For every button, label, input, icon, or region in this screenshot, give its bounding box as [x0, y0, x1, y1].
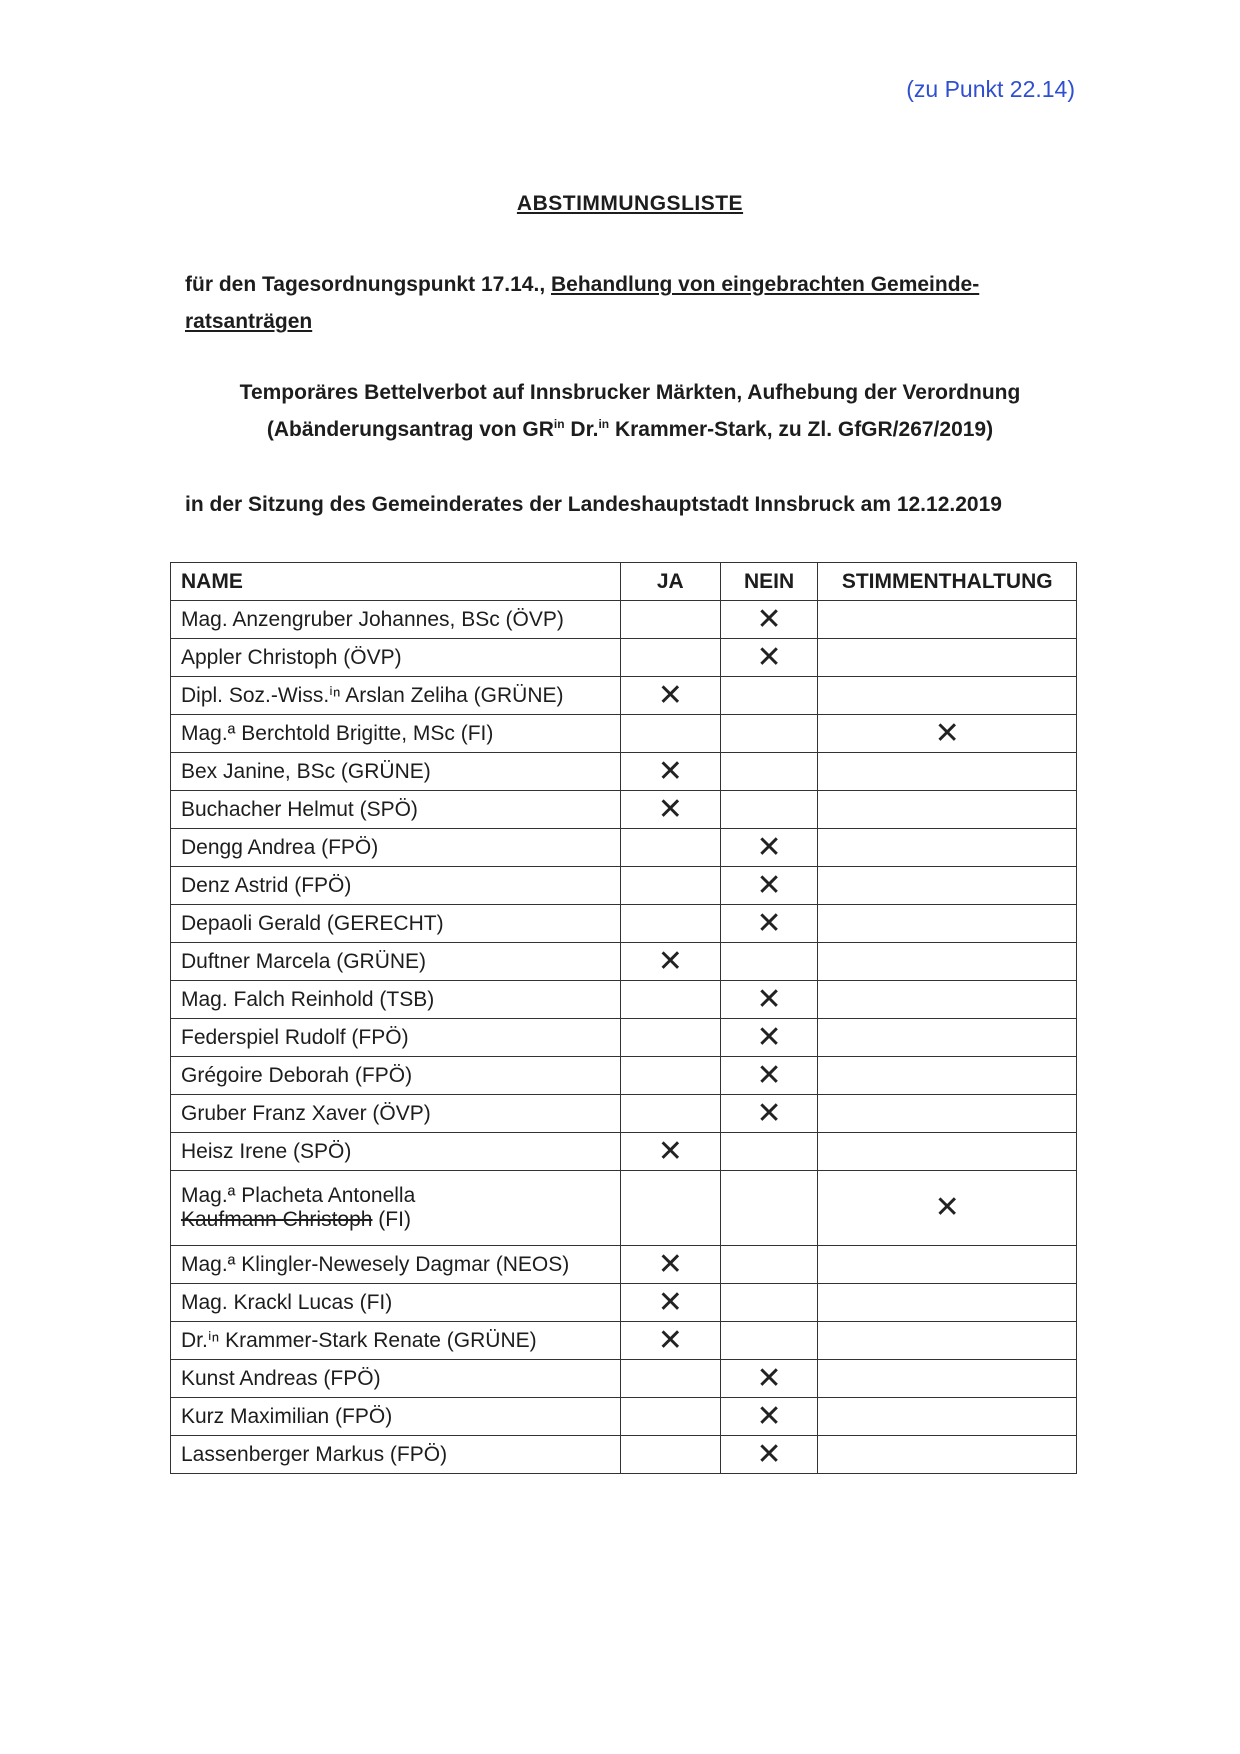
struck-member-name: Kaufmann Christoph: [181, 1208, 373, 1231]
agenda-prefix: für den Tagesordnungspunkt 17.14.,: [185, 273, 551, 296]
agenda-item: [185, 266, 1065, 340]
member-name: Bex Janine, BSc (GRÜNE): [181, 759, 431, 783]
table-row: [171, 905, 1077, 943]
vote-cell-nein: [720, 867, 818, 905]
member-name: Appler Christoph (ÖVP): [181, 645, 402, 669]
vote-mark-icon: ✕: [756, 830, 782, 864]
table-row: [171, 1246, 1077, 1284]
header-stimmenthaltung: STIMMENTHALTUNG: [818, 563, 1077, 601]
vote-cell-stimmenthaltung: [818, 1095, 1077, 1133]
vote-mark-icon: ✕: [657, 1323, 683, 1357]
vote-mark-icon: ✕: [756, 1020, 782, 1054]
table-row: [171, 1057, 1077, 1095]
table-row: [171, 1019, 1077, 1057]
vote-cell-stimmenthaltung: [818, 1322, 1077, 1360]
motion-sup1: in: [553, 417, 565, 431]
vote-cell-stimmenthaltung: [818, 981, 1077, 1019]
vote-cell-nein: [720, 943, 818, 981]
table-row: [171, 1360, 1077, 1398]
vote-cell-stimmenthaltung: [818, 943, 1077, 981]
vote-mark-icon: ✕: [756, 1361, 782, 1395]
member-name-cell: [171, 1360, 621, 1398]
vote-cell-nein: [720, 753, 818, 791]
vote-cell-nein: [720, 791, 818, 829]
vote-cell-nein: [720, 1246, 818, 1284]
member-name-cell: [171, 601, 621, 639]
vote-mark-icon: ✕: [657, 1247, 683, 1281]
member-name-cell: [171, 715, 621, 753]
vote-cell-nein: [720, 715, 818, 753]
vote-cell-stimmenthaltung: [818, 715, 1077, 753]
vote-cell-ja: [620, 753, 720, 791]
motion-sup2: in: [598, 417, 610, 431]
header-name: NAME: [171, 563, 621, 601]
motion-line1: Temporäres Bettelverbot auf Innsbrucker Märkten, Aufhebung der Verordnung: [239, 381, 1021, 404]
table-row: [171, 829, 1077, 867]
vote-cell-ja: [620, 1360, 720, 1398]
vote-cell-stimmenthaltung: [818, 1398, 1077, 1436]
vote-mark-icon: ✕: [756, 640, 782, 674]
vote-cell-nein: [720, 1398, 818, 1436]
vote-mark-icon: ✕: [756, 602, 782, 636]
member-name-cell: [171, 1284, 621, 1322]
vote-cell-stimmenthaltung: [818, 753, 1077, 791]
table-row: [171, 943, 1077, 981]
table-row: [171, 867, 1077, 905]
vote-cell-ja: [620, 677, 720, 715]
member-name-cell: [171, 905, 621, 943]
vote-cell-stimmenthaltung: [818, 1246, 1077, 1284]
member-name-cell: [171, 829, 621, 867]
vote-cell-ja: [620, 1246, 720, 1284]
member-name: Mag.ª Klingler-Newesely Dagmar (NEOS): [181, 1252, 570, 1276]
vote-cell-ja: [620, 715, 720, 753]
vote-cell-nein: [720, 677, 818, 715]
table-row: [171, 981, 1077, 1019]
vote-mark-icon: ✕: [756, 1096, 782, 1130]
table-row: [171, 677, 1077, 715]
vote-mark-icon: ✕: [657, 1285, 683, 1319]
vote-cell-ja: [620, 1057, 720, 1095]
table-row: [171, 1322, 1077, 1360]
member-name: Dipl. Soz.-Wiss.ⁱⁿ Arslan Zeliha (GRÜNE): [181, 684, 564, 707]
vote-cell-nein: [720, 1322, 818, 1360]
vote-cell-ja: [620, 1398, 720, 1436]
member-name: Gruber Franz Xaver (ÖVP): [181, 1101, 431, 1125]
member-name-cell: [171, 1171, 621, 1246]
member-name-cell: [171, 791, 621, 829]
table-row: [171, 1436, 1077, 1474]
member-name: Depaoli Gerald (GERECHT): [181, 911, 444, 935]
motion-title: [150, 374, 1110, 448]
vote-cell-nein: [720, 905, 818, 943]
member-name: Mag. Anzengruber Johannes, BSc (ÖVP): [181, 607, 564, 631]
member-name: Dengg Andrea (FPÖ): [181, 835, 379, 859]
vote-cell-nein: [720, 601, 818, 639]
vote-cell-nein: [720, 1095, 818, 1133]
vote-cell-ja: [620, 1095, 720, 1133]
vote-cell-ja: [620, 981, 720, 1019]
vote-mark-icon: ✕: [934, 1191, 960, 1224]
vote-cell-ja: [620, 1171, 720, 1246]
member-name: Duftner Marcela (GRÜNE): [181, 949, 427, 973]
vote-cell-nein: [720, 1019, 818, 1057]
member-name-cell: [171, 1436, 621, 1474]
member-party: (FI): [372, 1208, 411, 1231]
agenda-reference: (zu Punkt 22.14): [906, 76, 1075, 102]
vote-mark-icon: ✕: [756, 1058, 782, 1092]
vote-mark-icon: ✕: [756, 1437, 782, 1471]
vote-cell-stimmenthaltung: [818, 639, 1077, 677]
vote-cell-stimmenthaltung: [818, 677, 1077, 715]
motion-line2-a: (Abänderungsantrag von GR: [266, 418, 554, 441]
vote-cell-nein: [720, 1436, 818, 1474]
vote-cell-nein: [720, 1057, 818, 1095]
table-row: [171, 1398, 1077, 1436]
session-line: in der Sitzung des Gemeinderates der Landeshauptstadt Innsbruck am 12.12.2019: [185, 493, 1002, 516]
vote-cell-stimmenthaltung: [818, 1360, 1077, 1398]
agenda-topic-line2: ratsanträgen: [185, 310, 313, 333]
table-row: [171, 791, 1077, 829]
vote-cell-ja: [620, 1133, 720, 1171]
vote-mark-icon: ✕: [756, 982, 782, 1016]
vote-cell-stimmenthaltung: [818, 791, 1077, 829]
table-row: [171, 1095, 1077, 1133]
motion-line2-c: Krammer-Stark, zu Zl. GfGR/267/2019): [609, 418, 994, 441]
member-name-cell: [171, 981, 621, 1019]
document-title: ABSTIMMUNGSLISTE: [516, 192, 744, 215]
table-row: [171, 601, 1077, 639]
member-name-cell: [171, 1322, 621, 1360]
member-name: Grégoire Deborah (FPÖ): [181, 1063, 413, 1087]
member-name: Buchacher Helmut (SPÖ): [181, 797, 418, 821]
vote-cell-nein: [720, 981, 818, 1019]
vote-cell-ja: [620, 1436, 720, 1474]
vote-mark-icon: ✕: [934, 716, 960, 750]
vote-rows: [171, 601, 1077, 1474]
vote-mark-icon: ✕: [657, 754, 683, 788]
vote-cell-ja: [620, 829, 720, 867]
vote-cell-ja: [620, 1284, 720, 1322]
member-name: Mag.ª Placheta Antonella: [181, 1184, 416, 1207]
table-row: [171, 1284, 1077, 1322]
agenda-topic-line1: Behandlung von eingebrachten Gemeinde-: [551, 273, 980, 296]
member-name-cell: [171, 753, 621, 791]
table-row: [171, 715, 1077, 753]
vote-cell-nein: [720, 1133, 818, 1171]
member-name: Federspiel Rudolf (FPÖ): [181, 1025, 409, 1049]
vote-cell-nein: [720, 1360, 818, 1398]
vote-cell-stimmenthaltung: [818, 1019, 1077, 1057]
vote-cell-ja: [620, 867, 720, 905]
vote-cell-stimmenthaltung: [818, 1436, 1077, 1474]
vote-mark-icon: ✕: [756, 1399, 782, 1433]
member-name-cell: [171, 1019, 621, 1057]
table-row: [171, 753, 1077, 791]
member-name-cell: [171, 1133, 621, 1171]
voting-table: [170, 562, 1077, 1474]
member-name-cell: [171, 639, 621, 677]
vote-cell-ja: [620, 1322, 720, 1360]
member-name-cell: [171, 867, 621, 905]
member-name-cell: [171, 1246, 621, 1284]
motion-line2-b: Dr.: [564, 418, 599, 441]
vote-cell-ja: [620, 943, 720, 981]
member-name: Dr.ⁱⁿ Krammer-Stark Renate (GRÜNE): [181, 1329, 537, 1352]
table-row: [171, 1133, 1077, 1171]
vote-cell-ja: [620, 1019, 720, 1057]
vote-cell-ja: [620, 905, 720, 943]
vote-cell-stimmenthaltung: [818, 905, 1077, 943]
vote-cell-stimmenthaltung: [818, 829, 1077, 867]
vote-cell-nein: [720, 829, 818, 867]
vote-cell-stimmenthaltung: [818, 1133, 1077, 1171]
vote-mark-icon: ✕: [657, 792, 683, 826]
member-name: Lassenberger Markus (FPÖ): [181, 1442, 448, 1466]
member-name: Denz Astrid (FPÖ): [181, 873, 352, 897]
vote-cell-stimmenthaltung: [818, 1284, 1077, 1322]
vote-cell-nein: [720, 1284, 818, 1322]
member-name-cell: [171, 1095, 621, 1133]
vote-cell-ja: [620, 791, 720, 829]
member-name-cell: [171, 1398, 621, 1436]
member-name: Mag. Krackl Lucas (FI): [181, 1290, 393, 1314]
vote-cell-stimmenthaltung: [818, 867, 1077, 905]
member-name-cell: [171, 677, 621, 715]
vote-cell-stimmenthaltung: [818, 1057, 1077, 1095]
vote-mark-icon: ✕: [756, 868, 782, 902]
table-row: [171, 1171, 1077, 1246]
member-name-cell: [171, 943, 621, 981]
member-name-cell: [171, 1057, 621, 1095]
vote-mark-icon: ✕: [756, 906, 782, 940]
member-name: Mag.ª Berchtold Brigitte, MSc (FI): [181, 721, 494, 745]
vote-cell-nein: [720, 639, 818, 677]
member-name: Mag. Falch Reinhold (TSB): [181, 987, 435, 1011]
vote-cell-ja: [620, 639, 720, 677]
table-row: [171, 639, 1077, 677]
header-ja: JA: [620, 563, 720, 601]
vote-cell-stimmenthaltung: [818, 601, 1077, 639]
vote-mark-icon: ✕: [657, 1134, 683, 1168]
member-name: Kunst Andreas (FPÖ): [181, 1366, 381, 1390]
header-nein: NEIN: [720, 563, 818, 601]
header-row: [171, 563, 1077, 601]
vote-mark-icon: ✕: [657, 678, 683, 712]
vote-mark-icon: ✕: [657, 944, 683, 978]
member-name: Kurz Maximilian (FPÖ): [181, 1404, 393, 1428]
member-name: Heisz Irene (SPÖ): [181, 1139, 352, 1163]
vote-cell-ja: [620, 601, 720, 639]
vote-cell-stimmenthaltung: [818, 1171, 1077, 1246]
vote-cell-nein: [720, 1171, 818, 1246]
